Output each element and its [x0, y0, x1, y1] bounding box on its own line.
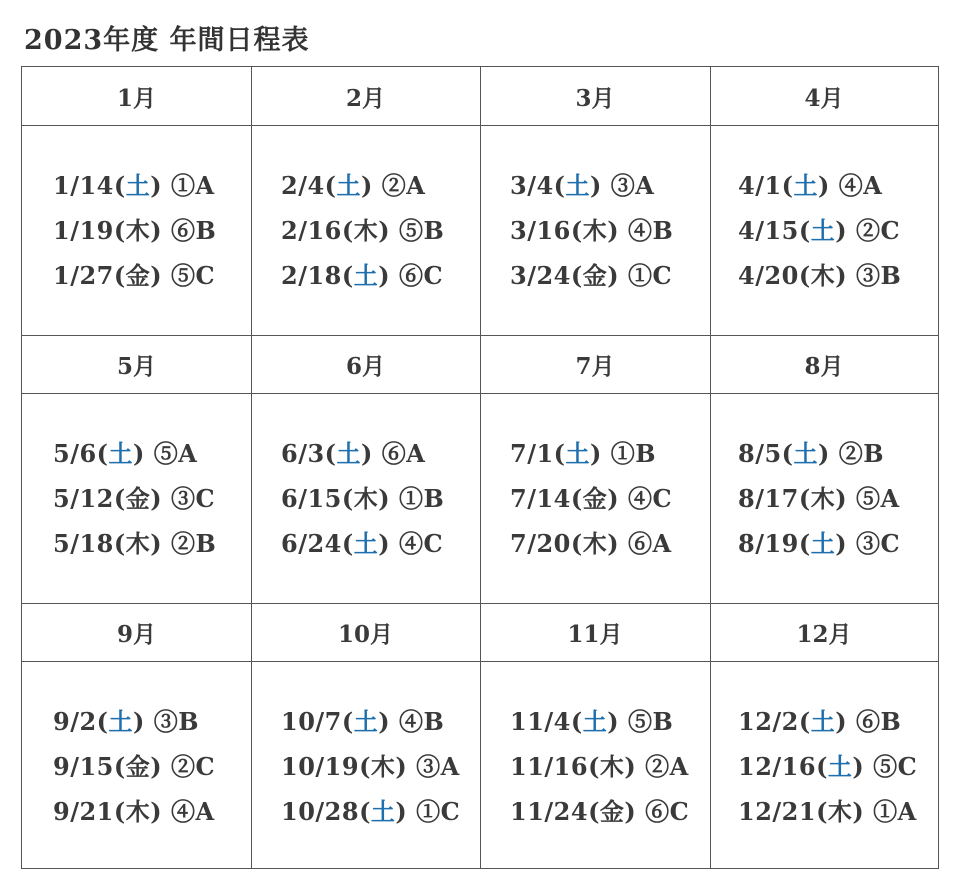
paren-close: )	[150, 797, 171, 826]
schedule-entry	[281, 211, 444, 246]
entry-date: 9/2	[53, 707, 97, 736]
paren-open: (	[113, 171, 126, 200]
entry-code: ④C	[627, 484, 673, 513]
entry-weekday: 土	[565, 171, 591, 200]
schedule-entry	[738, 524, 900, 559]
entry-weekday: 土	[125, 171, 151, 200]
entry-date: 6/15	[281, 484, 342, 513]
entry-code: ③A	[610, 171, 655, 200]
entry-code: ④A	[170, 797, 215, 826]
entry-date: 12/2	[738, 707, 799, 736]
month-header: 6月	[345, 352, 385, 380]
paren-open: (	[588, 797, 600, 826]
entry-weekday: 土	[353, 707, 379, 736]
paren-open: (	[359, 752, 371, 781]
paren-open: (	[113, 529, 126, 558]
paren-close: )	[607, 529, 628, 558]
paren-close: )	[835, 529, 856, 558]
paren-close: )	[361, 171, 382, 200]
entry-code: ④B	[398, 707, 445, 736]
entry-date: 5/12	[53, 484, 114, 513]
month-header: 2月	[345, 84, 385, 112]
paren-close: )	[590, 439, 611, 468]
paren-close: )	[150, 261, 171, 290]
paren-open: (	[113, 216, 126, 245]
schedule-entry	[510, 256, 672, 291]
paren-open: (	[113, 797, 126, 826]
entry-weekday: 木	[810, 261, 836, 290]
month-header: 11月	[567, 620, 623, 648]
entry-date: 3/16	[510, 216, 571, 245]
schedule-entry	[53, 479, 215, 514]
entry-code: ⑤C	[170, 261, 216, 290]
schedule-entry	[281, 434, 425, 469]
month-header: 5月	[116, 352, 156, 380]
entry-code: ⑤C	[873, 752, 918, 781]
entry-date: 6/3	[281, 439, 325, 468]
paren-close: )	[624, 752, 646, 781]
entry-weekday: 木	[599, 752, 625, 781]
entry-weekday: 木	[827, 797, 853, 826]
paren-close: )	[607, 261, 628, 290]
entry-code: ①C	[627, 261, 673, 290]
entry-code: ③C	[170, 484, 216, 513]
entry-code: ⑥C	[645, 797, 690, 826]
entry-weekday: 木	[582, 216, 608, 245]
entry-date: 6/24	[281, 529, 342, 558]
entry-weekday: 金	[599, 797, 625, 826]
entry-date: 9/21	[53, 797, 114, 826]
entry-date: 2/18	[281, 261, 342, 290]
entry-code: ④C	[398, 529, 444, 558]
schedule-entry	[53, 702, 199, 737]
entry-code: ③C	[855, 529, 901, 558]
entry-code: ①A	[873, 797, 917, 826]
paren-close: )	[835, 261, 856, 290]
entry-code: ②A	[645, 752, 689, 781]
entry-weekday: 土	[793, 171, 819, 200]
paren-close: )	[395, 752, 417, 781]
paren-close: )	[395, 797, 417, 826]
paren-open: (	[798, 707, 811, 736]
entry-weekday: 土	[793, 439, 819, 468]
paren-open: (	[113, 261, 126, 290]
schedule-entry	[53, 256, 215, 291]
paren-close: )	[150, 171, 171, 200]
paren-close: )	[852, 752, 874, 781]
paren-open: (	[341, 216, 354, 245]
entry-weekday: 金	[125, 752, 151, 781]
entry-code: ⑥A	[627, 529, 672, 558]
entry-weekday: 土	[370, 797, 396, 826]
schedule-entry	[281, 256, 443, 291]
entry-weekday: 木	[370, 752, 396, 781]
month-header: 7月	[575, 352, 615, 380]
entry-weekday: 木	[810, 484, 836, 513]
entry-weekday: 土	[353, 261, 379, 290]
schedule-entry	[510, 747, 689, 782]
paren-open: (	[553, 439, 566, 468]
paren-open: (	[798, 484, 811, 513]
paren-open: (	[96, 439, 109, 468]
entry-weekday: 土	[810, 216, 836, 245]
schedule-entry	[281, 702, 444, 737]
paren-open: (	[570, 707, 583, 736]
paren-open: (	[816, 752, 828, 781]
schedule-entry	[281, 166, 425, 201]
schedule-entry	[510, 211, 673, 246]
entry-code: ④B	[627, 216, 674, 245]
entry-weekday: 土	[336, 171, 362, 200]
month-header: 8月	[804, 352, 844, 380]
paren-open: (	[553, 171, 566, 200]
schedule-entry	[281, 524, 443, 559]
entry-code: ⑥C	[398, 261, 444, 290]
entry-weekday: 木	[125, 216, 151, 245]
entry-weekday: 土	[827, 752, 853, 781]
page-title: 2023年度 年間日程表	[24, 25, 310, 56]
entry-weekday: 土	[810, 529, 836, 558]
entry-code: ⑤A	[153, 439, 198, 468]
entry-date: 7/1	[510, 439, 554, 468]
entry-weekday: 木	[353, 216, 379, 245]
entry-code: ⑤B	[627, 707, 674, 736]
schedule-entry	[738, 256, 901, 291]
paren-close: )	[818, 171, 839, 200]
schedule-entry	[53, 434, 197, 469]
schedule-entry	[510, 479, 672, 514]
paren-close: )	[835, 484, 856, 513]
schedule-entry	[738, 702, 901, 737]
schedule-entry	[738, 211, 900, 246]
paren-close: )	[378, 529, 399, 558]
entry-code: ②B	[838, 439, 885, 468]
month-header: 9月	[116, 620, 156, 648]
entry-weekday: 土	[582, 707, 608, 736]
paren-close: )	[852, 797, 874, 826]
entry-weekday: 土	[810, 707, 836, 736]
paren-open: (	[341, 529, 354, 558]
entry-code: ②C	[170, 752, 216, 781]
entry-date: 12/21	[738, 797, 817, 826]
schedule-entry	[738, 792, 917, 827]
entry-date: 11/16	[510, 752, 589, 781]
grid-column-divider	[710, 67, 711, 868]
month-header: 1月	[116, 84, 156, 112]
paren-close: )	[590, 171, 611, 200]
entry-code: ②C	[855, 216, 901, 245]
entry-code: ③A	[416, 752, 460, 781]
schedule-entry	[53, 524, 216, 559]
entry-date: 12/16	[738, 752, 817, 781]
schedule-table	[21, 66, 939, 869]
paren-open: (	[588, 752, 600, 781]
paren-open: (	[359, 797, 371, 826]
paren-close: )	[133, 707, 154, 736]
entry-code: ⑥B	[855, 707, 902, 736]
paren-open: (	[798, 216, 811, 245]
entry-date: 7/20	[510, 529, 571, 558]
schedule-entry	[738, 434, 884, 469]
entry-code: ⑥B	[170, 216, 217, 245]
entry-weekday: 金	[582, 484, 608, 513]
entry-code: ⑤A	[855, 484, 900, 513]
paren-close: )	[361, 439, 382, 468]
paren-close: )	[624, 797, 646, 826]
paren-close: )	[818, 439, 839, 468]
paren-close: )	[835, 707, 856, 736]
entry-date: 2/16	[281, 216, 342, 245]
entry-code: ⑥A	[381, 439, 426, 468]
paren-open: (	[570, 261, 583, 290]
schedule-entry	[53, 792, 215, 827]
entry-date: 2/4	[281, 171, 325, 200]
entry-code: ④A	[838, 171, 883, 200]
entry-date: 1/27	[53, 261, 114, 290]
entry-date: 1/14	[53, 171, 114, 200]
schedule-entry	[281, 747, 460, 782]
schedule-entry	[738, 747, 917, 782]
entry-weekday: 木	[125, 529, 151, 558]
paren-close: )	[378, 707, 399, 736]
entry-code: ①B	[610, 439, 657, 468]
entry-date: 8/17	[738, 484, 799, 513]
entry-code: ③B	[153, 707, 200, 736]
paren-close: )	[378, 484, 399, 513]
entry-weekday: 木	[125, 797, 151, 826]
entry-weekday: 土	[353, 529, 379, 558]
paren-close: )	[835, 216, 856, 245]
entry-code: ①A	[170, 171, 215, 200]
schedule-entry	[281, 792, 460, 827]
paren-open: (	[324, 171, 337, 200]
paren-close: )	[150, 529, 171, 558]
entry-weekday: 金	[582, 261, 608, 290]
entry-date: 4/20	[738, 261, 799, 290]
schedule-entry	[53, 211, 216, 246]
entry-date: 10/28	[281, 797, 360, 826]
schedule-entry	[510, 166, 654, 201]
entry-code: ①C	[416, 797, 461, 826]
entry-date: 10/7	[281, 707, 342, 736]
paren-open: (	[341, 707, 354, 736]
schedule-entry	[510, 524, 672, 559]
schedule-entry	[510, 792, 689, 827]
paren-open: (	[341, 484, 354, 513]
paren-open: (	[816, 797, 828, 826]
entry-code: ⑤B	[398, 216, 445, 245]
paren-open: (	[113, 484, 126, 513]
entry-code: ①B	[398, 484, 445, 513]
schedule-entry	[510, 434, 656, 469]
entry-date: 1/19	[53, 216, 114, 245]
entry-date: 5/6	[53, 439, 97, 468]
entry-date: 9/15	[53, 752, 114, 781]
entry-weekday: 土	[336, 439, 362, 468]
entry-date: 11/4	[510, 707, 571, 736]
paren-open: (	[798, 261, 811, 290]
entry-date: 4/1	[738, 171, 782, 200]
entry-weekday: 金	[125, 261, 151, 290]
paren-close: )	[133, 439, 154, 468]
schedule-entry	[738, 166, 882, 201]
paren-close: )	[150, 216, 171, 245]
entry-weekday: 木	[582, 529, 608, 558]
entry-weekday: 木	[353, 484, 379, 513]
paren-open: (	[113, 752, 126, 781]
paren-open: (	[781, 439, 794, 468]
paren-open: (	[96, 707, 109, 736]
paren-open: (	[570, 216, 583, 245]
entry-date: 3/4	[510, 171, 554, 200]
entry-date: 8/19	[738, 529, 799, 558]
paren-open: (	[324, 439, 337, 468]
schedule-entry	[53, 166, 215, 201]
entry-date: 11/24	[510, 797, 589, 826]
entry-date: 7/14	[510, 484, 571, 513]
entry-weekday: 土	[565, 439, 591, 468]
entry-date: 3/24	[510, 261, 571, 290]
entry-code: ②B	[170, 529, 217, 558]
grid-column-divider	[251, 67, 252, 868]
paren-close: )	[378, 261, 399, 290]
schedule-entry	[281, 479, 444, 514]
paren-open: (	[781, 171, 794, 200]
paren-close: )	[607, 216, 628, 245]
entry-date: 8/5	[738, 439, 782, 468]
month-header: 3月	[575, 84, 615, 112]
paren-open: (	[570, 484, 583, 513]
entry-code: ②A	[381, 171, 426, 200]
entry-weekday: 土	[108, 439, 134, 468]
paren-open: (	[341, 261, 354, 290]
month-header: 12月	[796, 620, 852, 648]
paren-close: )	[150, 484, 171, 513]
paren-close: )	[607, 484, 628, 513]
grid-column-divider	[480, 67, 481, 868]
month-header: 10月	[337, 620, 393, 648]
entry-date: 4/15	[738, 216, 799, 245]
entry-weekday: 金	[125, 484, 151, 513]
entry-date: 10/19	[281, 752, 360, 781]
entry-weekday: 土	[108, 707, 134, 736]
schedule-entry	[53, 747, 215, 782]
month-header: 4月	[804, 84, 844, 112]
paren-close: )	[378, 216, 399, 245]
paren-open: (	[798, 529, 811, 558]
paren-open: (	[570, 529, 583, 558]
schedule-entry	[510, 702, 673, 737]
paren-close: )	[607, 707, 628, 736]
entry-date: 5/18	[53, 529, 114, 558]
paren-close: )	[150, 752, 171, 781]
schedule-entry	[738, 479, 900, 514]
entry-code: ③B	[855, 261, 902, 290]
